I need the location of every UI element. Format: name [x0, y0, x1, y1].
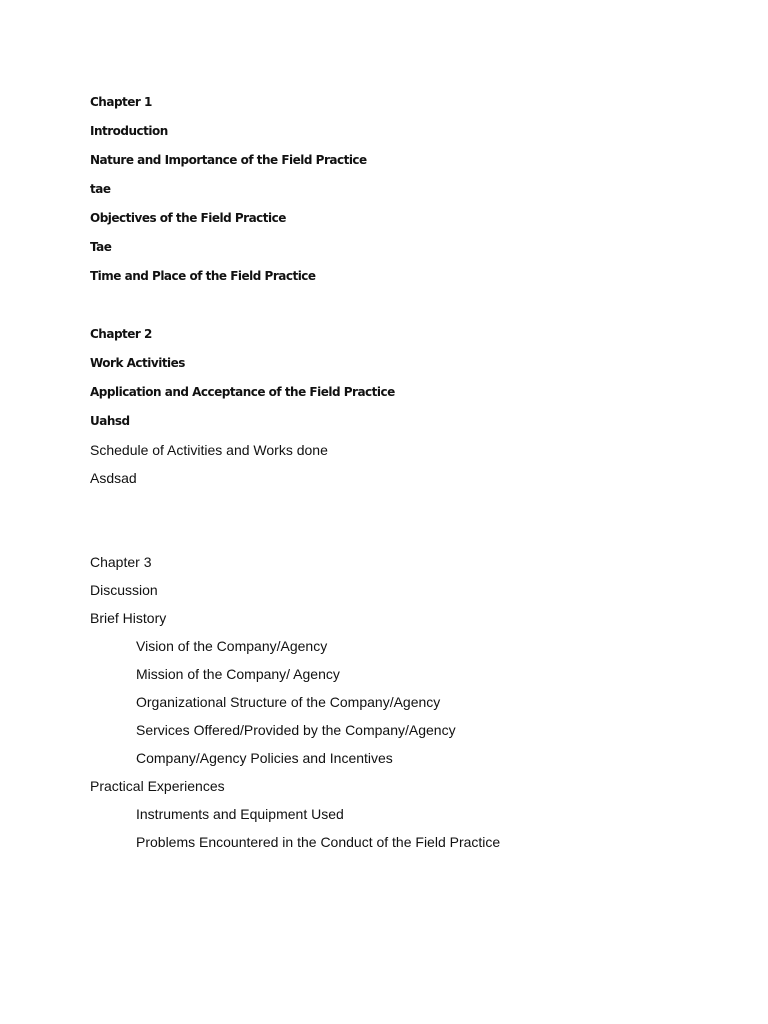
chapter-1-item-introduction: Introduction	[90, 124, 168, 138]
chapter-2-item-schedule: Schedule of Activities and Works done	[90, 442, 328, 458]
chapter-3-item-discussion: Discussion	[90, 582, 158, 598]
brief-history-subitem-services: Services Offered/Provided by the Company/Agency	[136, 722, 456, 738]
chapter-3-item-brief-history: Brief History	[90, 610, 167, 626]
chapter-2-item-application: Application and Acceptance of the Field Practice	[90, 385, 395, 399]
chapter-1-item-tae-upper: Tae	[90, 240, 112, 254]
chapter-3-heading: Chapter 3	[90, 554, 152, 570]
chapter-1-item-tae-lower: tae	[90, 182, 111, 196]
chapter-1-item-nature: Nature and Importance of the Field Practice	[90, 153, 367, 167]
chapter-1-item-time-place: Time and Place of the Field Practice	[90, 269, 316, 283]
brief-history-subitem-policies: Company/Agency Policies and Incentives	[136, 750, 393, 766]
chapter-3-practical-heading: Practical Experiences	[90, 778, 225, 794]
brief-history-subitem-vision: Vision of the Company/Agency	[136, 638, 328, 654]
practical-subitem-problems: Problems Encountered in the Conduct of the Field Practice	[136, 834, 501, 850]
chapter-1-item-objectives: Objectives of the Field Practice	[90, 211, 286, 225]
brief-history-subitem-org-structure: Organizational Structure of the Company/Agency	[136, 694, 441, 710]
chapter-2-heading: Chapter 2	[90, 327, 152, 341]
brief-history-subitem-mission: Mission of the Company/ Agency	[136, 666, 340, 682]
chapter-2-item-asdsad: Asdsad	[90, 470, 137, 486]
practical-subitem-instruments: Instruments and Equipment Used	[136, 806, 344, 822]
chapter-1-heading: Chapter 1	[90, 95, 152, 109]
chapter-2-item-work-activities: Work Activities	[90, 356, 185, 370]
chapter-2-item-uahsd: Uahsd	[90, 414, 130, 428]
